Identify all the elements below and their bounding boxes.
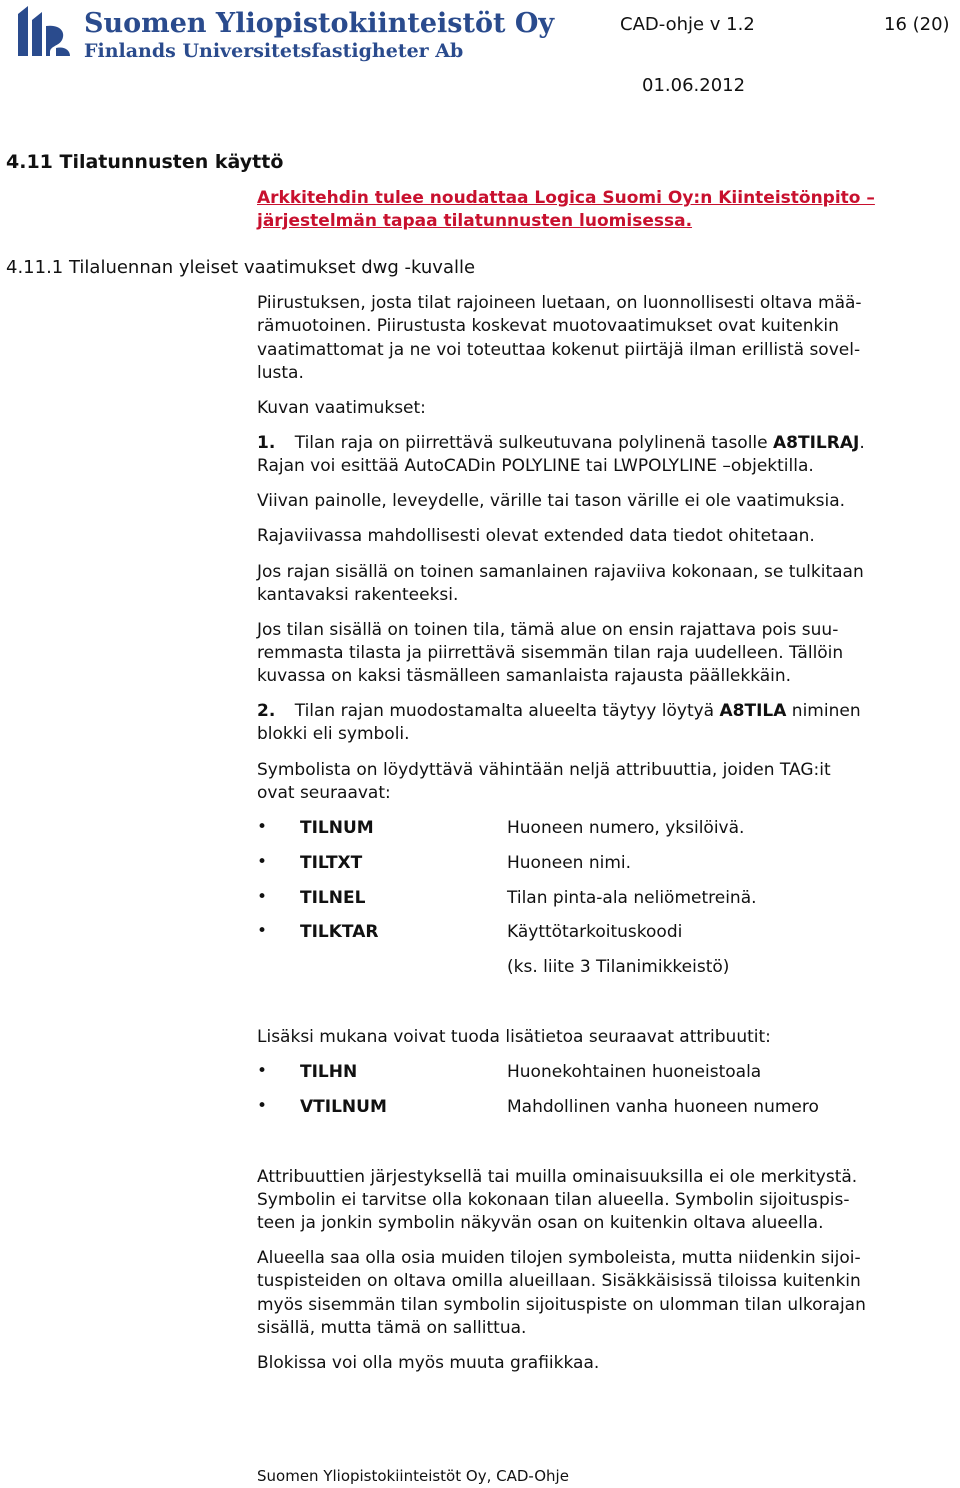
logo-mark-icon <box>12 6 74 62</box>
requirement-1 <box>257 432 865 455</box>
section-heading: 4.11 Tilatunnusten käyttö <box>6 151 284 173</box>
block-name: A8TILA <box>719 701 787 721</box>
intro-line-1: Piirustuksen, josta tilat rajoineen luetaan, on luonnollisesti oltava mää- <box>257 293 862 313</box>
subsection-heading: 4.11.1 Tilaluennan yleiset vaatimukset dwg -kuvalle <box>6 257 476 278</box>
requirement-1-line-2: Rajan voi esittää AutoCADin POLYLINE tai LWPOLYLINE –objektilla. <box>257 456 814 476</box>
closing-para-1-line-2: Symbolin ei tarvitse olla kokonaan tilan alueella. Symbolin sijoituspis- <box>257 1190 850 1210</box>
document-date: 01.06.2012 <box>642 75 746 96</box>
closing-para-2-line-1: Alueella saa olla osia muiden tilojen symboleista, mutta niidenkin sijoi- <box>257 1248 861 1268</box>
intro-line-3: vaatimattomat ja ne voi toteuttaa kokenut piirtäjä ilman erillistä sovel- <box>257 340 861 360</box>
notice-line-1: Arkkitehdin tulee noudattaa Logica Suomi Oy:n Kiinteistönpito – <box>257 188 875 208</box>
requirement-2-number: 2. <box>257 701 276 721</box>
company-logo <box>12 6 555 64</box>
closing-para-3: Blokissa voi olla myös muuta grafiikkaa. <box>257 1353 600 1373</box>
page-number: 16 (20) <box>884 14 950 35</box>
logo-name-sv: Finlands Universitetsfastigheter Ab <box>84 40 464 62</box>
closing-para-1-line-1: Attribuuttien järjestyksellä tai muilla ominaisuuksilla ei ole merkitystä. <box>257 1167 858 1187</box>
requirement-2-text: Tilan rajan muodostamalta alueelta täytyy löytyä <box>294 701 720 721</box>
logo-name-fi: Suomen Yliopistokiinteistöt Oy <box>84 8 555 39</box>
requirement-1-para-3: Rajaviivassa mahdollisesti olevat extended data tiedot ohitetaan. <box>257 526 815 546</box>
attribute-description: Huoneen nimi. <box>507 853 632 873</box>
requirement-1-text: Tilan raja on piirrettävä sulkeutuvana polylinenä tasolle <box>294 433 774 453</box>
requirement-2-para-2-line-1: Symbolista on löydyttävä vähintään neljä attribuuttia, joiden TAG:it <box>257 760 831 780</box>
notice-line-2: järjestelmän tapaa tilatunnusten luomisessa. <box>257 211 693 231</box>
bullet-icon: • <box>257 817 268 837</box>
extra-attribute-description: Mahdollinen vanha huoneen numero <box>507 1097 819 1117</box>
requirement-1-para-4-line-1: Jos rajan sisällä on toinen samanlainen rajaviiva kokonaan, se tulkitaan <box>257 562 864 582</box>
extra-attribute-tag: TILHN <box>300 1062 358 1082</box>
requirement-2-end: niminen <box>786 701 861 721</box>
attribute-tag: TILNEL <box>300 888 366 908</box>
extra-attributes-intro: Lisäksi mukana voivat tuoda lisätietoa seuraavat attribuutit: <box>257 1027 771 1047</box>
document-title: CAD-ohje v 1.2 <box>620 14 755 35</box>
requirement-1-number: 1. <box>257 433 276 453</box>
intro-line-4: lusta. <box>257 363 304 383</box>
closing-para-2-line-3: myös sisemmän tilan symbolin sijoituspiste on ulomman tilan ulkorajan <box>257 1295 866 1315</box>
requirement-2 <box>257 700 861 723</box>
requirement-2-para-2-line-2: ovat seuraavat: <box>257 783 391 803</box>
layer-name: A8TILRAJ <box>773 433 860 453</box>
page-footer: Suomen Yliopistokiinteistöt Oy, CAD-Ohje <box>257 1467 569 1485</box>
requirement-1-end: . <box>859 433 865 453</box>
extra-attribute-tag: VTILNUM <box>300 1097 387 1117</box>
attribute-tag: TILTXT <box>300 853 363 873</box>
bullet-icon: • <box>257 1096 268 1116</box>
requirement-1-para-4-line-2: kantavaksi rakenteeksi. <box>257 585 459 605</box>
bullet-icon: • <box>257 1061 268 1081</box>
closing-para-1-line-3: teen ja jonkin symbolin näkyvän osan on kuitenkin oltava alueella. <box>257 1213 824 1233</box>
bullet-icon: • <box>257 852 268 872</box>
intro-line-2: rämuotoinen. Piirustusta koskevat muotovaatimukset ovat kuitenkin <box>257 316 839 336</box>
requirement-1-para-5-line-2: remmasta tilasta ja piirrettävä sisemmän tilan raja uudelleen. Tällöin <box>257 643 844 663</box>
requirement-2-line-2: blokki eli symboli. <box>257 724 410 744</box>
bullet-icon: • <box>257 921 268 941</box>
attributes-note: (ks. liite 3 Tilanimikkeistö) <box>507 957 730 977</box>
attribute-description: Huoneen numero, yksilöivä. <box>507 818 745 838</box>
closing-para-2-line-4: sisällä, mutta tämä on sallittua. <box>257 1318 527 1338</box>
requirements-label: Kuvan vaatimukset: <box>257 398 426 418</box>
attribute-description: Tilan pinta-ala neliömetreinä. <box>507 888 757 908</box>
attribute-tag: TILNUM <box>300 818 374 838</box>
bullet-icon: • <box>257 887 268 907</box>
extra-attribute-description: Huonekohtainen huoneistoala <box>507 1062 762 1082</box>
closing-para-2-line-2: tuspisteiden on oltava omilla alueillaan. Sisäkkäisissä tiloissa kuitenkin <box>257 1271 861 1291</box>
requirement-1-para-5-line-1: Jos tilan sisällä on toinen tila, tämä alue on ensin rajattava pois suu- <box>257 620 839 640</box>
attribute-tag: TILKTAR <box>300 922 379 942</box>
requirement-1-para-2: Viivan painolle, leveydelle, värille tai tason värille ei ole vaatimuksia. <box>257 491 846 511</box>
requirement-1-para-5-line-3: kuvassa on kaksi täsmälleen samanlaista rajausta päällekkäin. <box>257 666 792 686</box>
attribute-description: Käyttötarkoituskoodi <box>507 922 683 942</box>
